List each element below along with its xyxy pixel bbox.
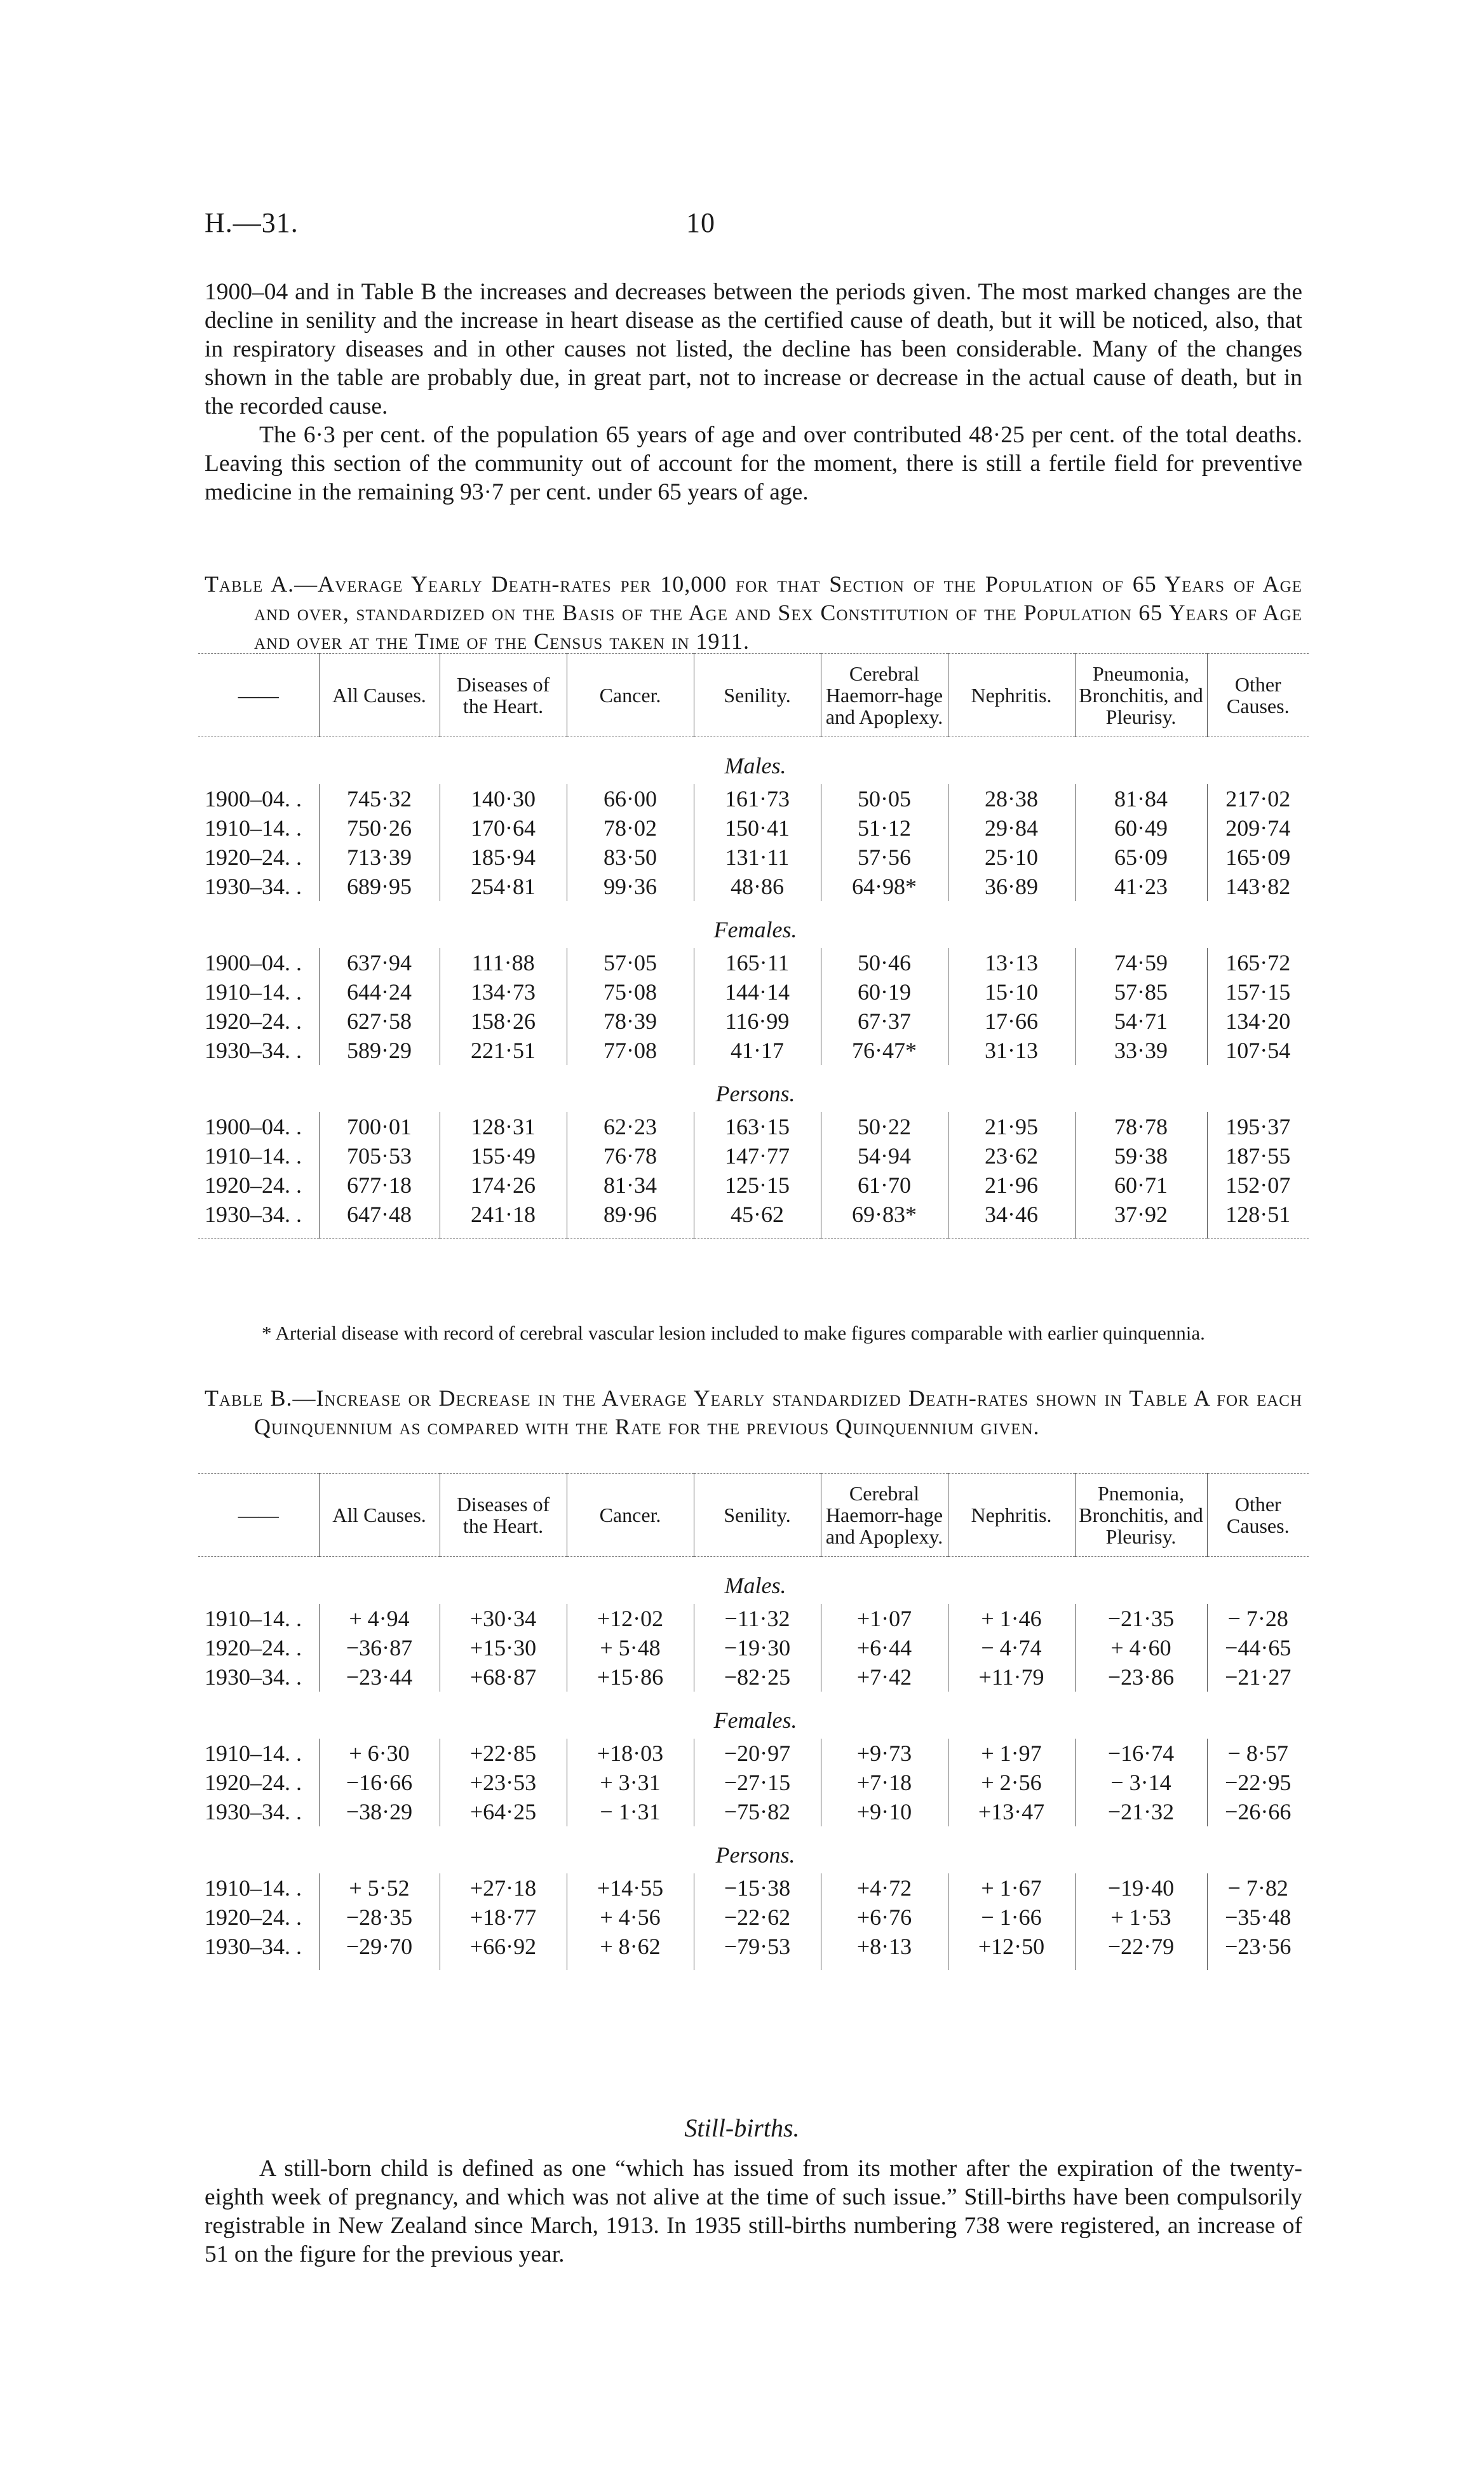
value-cell: +7·42 [821,1662,948,1692]
value-cell: + 1·67 [948,1873,1075,1903]
value-cell: 34·46 [948,1200,1075,1239]
value-cell: + 5·52 [319,1873,440,1903]
value-cell: + 3·31 [567,1768,694,1797]
value-cell: 64·98* [821,872,948,901]
value-cell: 41·17 [694,1036,821,1065]
value-cell: −11·32 [694,1604,821,1633]
section-label: Females. [713,1708,797,1733]
value-cell: −82·25 [694,1662,821,1692]
value-cell: 36·89 [948,872,1075,901]
value-cell: 13·13 [948,948,1075,977]
value-cell: 21·95 [948,1112,1075,1141]
table-a-col-header-4: Senility. [694,654,821,737]
value-cell: 67·37 [821,1007,948,1036]
table-row [198,1007,1309,1036]
value-cell: 713·39 [319,843,440,872]
table-a-header-row [198,654,1309,737]
value-cell: 116·99 [694,1007,821,1036]
value-cell: −21·35 [1075,1604,1207,1633]
table-b-col-header-7: Pnemonia, Bronchitis, and Pleurisy. [1075,1474,1207,1557]
value-cell: + 4·60 [1075,1633,1207,1662]
value-cell: −20·97 [694,1739,821,1768]
table-row [198,872,1309,901]
value-cell: 15·10 [948,977,1075,1007]
period-cell: 1930–34. . [205,1934,302,1959]
value-cell: 60·49 [1075,813,1207,843]
table-b [198,1473,1309,1970]
table-a-col-header-5: Cerebral Haemorr-hage and Apoplexy. [821,654,948,737]
value-cell: 83·50 [567,843,694,872]
value-cell: 57·85 [1075,977,1207,1007]
value-cell: +1·07 [821,1604,948,1633]
value-cell: −35·48 [1207,1903,1309,1932]
table-row [198,1739,1309,1768]
value-cell: 60·71 [1075,1171,1207,1200]
value-cell: −26·66 [1207,1797,1309,1826]
table-row [198,813,1309,843]
table-a-col-header-3: Cancer. [567,654,694,737]
value-cell: + 1·97 [948,1739,1075,1768]
value-cell: + 1·53 [1075,1903,1207,1932]
value-cell: −22·62 [694,1903,821,1932]
table-row [198,1112,1309,1141]
value-cell: 78·02 [567,813,694,843]
value-cell: 165·72 [1207,948,1309,977]
table-b-col-header-5: Cerebral Haemorr-hage and Apoplexy. [821,1474,948,1557]
period-cell: 1920–24. . [205,1008,302,1034]
footnote-text: * Arterial disease with record of cerebral vascular lesion included to make figures comparable with earlier quinquennia. [262,1322,1205,1344]
period-cell: 1910–14. . [205,815,302,841]
value-cell: 57·05 [567,948,694,977]
period-cell: 1920–24. . [205,1172,302,1198]
value-cell: −75·82 [694,1797,821,1826]
value-cell: −29·70 [319,1932,440,1970]
value-cell: −27·15 [694,1768,821,1797]
value-cell: 81·84 [1075,784,1207,813]
value-cell: −16·66 [319,1768,440,1797]
period-cell: 1930–34. . [205,874,302,899]
value-cell: +7·18 [821,1768,948,1797]
value-cell: 50·46 [821,948,948,977]
value-cell: +14·55 [567,1873,694,1903]
still-births-paragraph: A still-born child is defined as one “which has issued from its mother after the expiration of the twenty-eighth week of pregnancy, and which was not alive at the time of such issue.” Still-births have been compulsorily registrable in New Zealand since March, 1913. In 1935 still-births numbering 738 were registered, an increase of 51 on the figure for the previous year. [205,2156,1302,2267]
value-cell: 41·23 [1075,872,1207,901]
table-b-col-header-0: —— [238,1504,279,1526]
value-cell: 128·31 [440,1112,567,1141]
value-cell: −23·44 [319,1662,440,1692]
table-row [198,1662,1309,1692]
value-cell: − 7·28 [1207,1604,1309,1633]
table-row [198,948,1309,977]
value-cell: 700·01 [319,1112,440,1141]
period-cell: 1910–14. . [205,1606,302,1631]
value-cell: −15·38 [694,1873,821,1903]
value-cell: 165·11 [694,948,821,977]
value-cell: − 1·66 [948,1903,1075,1932]
value-cell: −23·56 [1207,1932,1309,1970]
period-cell: 1900–04. . [205,950,302,975]
table-b-caption: Table B.—Increase or Decrease in the Average Yearly standardized Death-rates shown in Table A for each Quinquennium as compared with the Rate for the previous Quinquennium given. [205,1385,1302,1439]
table-a-section-1 [198,901,1309,1065]
value-cell: 217·02 [1207,784,1309,813]
table-b-col-header-3: Cancer. [567,1474,694,1557]
value-cell: 647·48 [319,1200,440,1239]
value-cell: +13·47 [948,1797,1075,1826]
table-a-bottom-rule [198,1239,1309,1242]
value-cell: 78·39 [567,1007,694,1036]
value-cell: −22·79 [1075,1932,1207,1970]
value-cell: −22·95 [1207,1768,1309,1797]
value-cell: 241·18 [440,1200,567,1239]
value-cell: 143·82 [1207,872,1309,901]
page-number: 10 [686,207,715,238]
value-cell: 50·22 [821,1112,948,1141]
table-a-caption: Table A.—Average Yearly Death-rates per 10,000 for that Section of the Population of 65 Years of Age and over, standardized on the Basis of the Age and Sex Constitution of the Population 65 Years of Age and over at the Time of the Census taken in 1911. [205,571,1302,654]
period-cell: 1920–24. . [205,1635,302,1660]
value-cell: −44·65 [1207,1633,1309,1662]
table-a-footnote [205,1321,1302,1346]
value-cell: +23·53 [440,1768,567,1797]
value-cell: 62·23 [567,1112,694,1141]
period-cell: 1930–34. . [205,1664,302,1690]
value-cell: +9·73 [821,1739,948,1768]
period-cell: 1910–14. . [205,1143,302,1169]
section-label: Persons. [715,1842,795,1868]
table-row [198,1768,1309,1797]
value-cell: +6·76 [821,1903,948,1932]
value-cell: 128·51 [1207,1200,1309,1239]
value-cell: 89·96 [567,1200,694,1239]
table-row [198,1873,1309,1903]
value-cell: + 2·56 [948,1768,1075,1797]
value-cell: +18·77 [440,1903,567,1932]
value-cell: 111·88 [440,948,567,977]
value-cell: 48·86 [694,872,821,901]
table-b-col-header-4: Senility. [694,1474,821,1557]
value-cell: 54·94 [821,1141,948,1171]
value-cell: 144·14 [694,977,821,1007]
table-b-col-header-6: Nephritis. [948,1474,1075,1557]
value-cell: −28·35 [319,1903,440,1932]
value-cell: 140·30 [440,784,567,813]
value-cell: 81·34 [567,1171,694,1200]
value-cell: 17·66 [948,1007,1075,1036]
value-cell: 750·26 [319,813,440,843]
value-cell: +30·34 [440,1604,567,1633]
table-row [198,1604,1309,1633]
table-a-col-header-1: All Causes. [319,654,440,737]
value-cell: 76·47* [821,1036,948,1065]
value-cell: 77·08 [567,1036,694,1065]
value-cell: +22·85 [440,1739,567,1768]
value-cell: +9·10 [821,1797,948,1826]
intro-text [205,278,1302,506]
table-b-header-row [198,1474,1309,1557]
value-cell: 25·10 [948,843,1075,872]
value-cell: 745·32 [319,784,440,813]
value-cell: 125·15 [694,1171,821,1200]
value-cell: 161·73 [694,784,821,813]
value-cell: −19·40 [1075,1873,1207,1903]
value-cell: 21·96 [948,1171,1075,1200]
value-cell: 150·41 [694,813,821,843]
table-b-section-1 [198,1692,1309,1826]
value-cell: 75·08 [567,977,694,1007]
value-cell: 33·39 [1075,1036,1207,1065]
value-cell: 589·29 [319,1036,440,1065]
section-label: Males. [724,1573,786,1598]
period-cell: 1920–24. . [205,1770,302,1795]
table-b-section-2 [198,1826,1309,1970]
value-cell: 157·15 [1207,977,1309,1007]
value-cell: −16·74 [1075,1739,1207,1768]
value-cell: 221·51 [440,1036,567,1065]
value-cell: 185·94 [440,843,567,872]
value-cell: 45·62 [694,1200,821,1239]
table-a-col-header-7: Pneumonia, Bronchitis, and Pleurisy. [1075,654,1207,737]
value-cell: 50·05 [821,784,948,813]
table-b-col-header-8: Other Causes. [1207,1474,1309,1557]
value-cell: 170·64 [440,813,567,843]
table-row [198,784,1309,813]
section-label: Persons. [715,1081,795,1106]
value-cell: 677·18 [319,1171,440,1200]
table-a-col-header-6: Nephritis. [948,654,1075,737]
value-cell: 78·78 [1075,1112,1207,1141]
value-cell: −36·87 [319,1633,440,1662]
table-a-col-header-0: —— [238,684,279,707]
value-cell: 147·77 [694,1141,821,1171]
value-cell: 689·95 [319,872,440,901]
value-cell: +64·25 [440,1797,567,1826]
value-cell: 37·92 [1075,1200,1207,1239]
value-cell: 60·19 [821,977,948,1007]
value-cell: + 8·62 [567,1932,694,1970]
table-a-col-header-2: Diseases of the Heart. [440,654,567,737]
value-cell: 163·15 [694,1112,821,1141]
value-cell: 158·26 [440,1007,567,1036]
value-cell: 31·13 [948,1036,1075,1065]
value-cell: 65·09 [1075,843,1207,872]
table-b-col-header-1: All Causes. [319,1474,440,1557]
value-cell: 66·00 [567,784,694,813]
value-cell: 195·37 [1207,1112,1309,1141]
value-cell: 59·38 [1075,1141,1207,1171]
table-row [198,1171,1309,1200]
value-cell: +15·86 [567,1662,694,1692]
table-row [198,1633,1309,1662]
value-cell: − 1·31 [567,1797,694,1826]
value-cell: 76·78 [567,1141,694,1171]
table-row [198,843,1309,872]
value-cell: 165·09 [1207,843,1309,872]
value-cell: + 6·30 [319,1739,440,1768]
period-cell: 1910–14. . [205,1741,302,1766]
table-a-section-0 [198,737,1309,902]
still-births-heading: Still-births. [684,2114,800,2142]
value-cell: 627·58 [319,1007,440,1036]
period-cell: 1900–04. . [205,786,302,811]
value-cell: 54·71 [1075,1007,1207,1036]
value-cell: − 7·82 [1207,1873,1309,1903]
value-cell: −21·27 [1207,1662,1309,1692]
value-cell: +4·72 [821,1873,948,1903]
table-row [198,1932,1309,1970]
table-a-section-2 [198,1065,1309,1239]
value-cell: − 4·74 [948,1633,1075,1662]
value-cell: +11·79 [948,1662,1075,1692]
value-cell: +27·18 [440,1873,567,1903]
value-cell: −79·53 [694,1932,821,1970]
value-cell: 209·74 [1207,813,1309,843]
value-cell: 107·54 [1207,1036,1309,1065]
table-row [198,1036,1309,1065]
intro-paragraph-2: The 6·3 per cent. of the population 65 years of age and over contributed 48·25 per cent. of the total deaths. Leaving this section of the community out of account for the moment, there is still a fertile field for preventive medicine in the remaining 93·7 per cent. under 65 years of age. [205,422,1302,505]
value-cell: 61·70 [821,1171,948,1200]
value-cell: 187·55 [1207,1141,1309,1171]
value-cell: 644·24 [319,977,440,1007]
intro-paragraph-1: 1900–04 and in Table B the increases and decreases between the periods given. The most marked changes are the decline in senility and the increase in heart disease as the certified cause of death, but it will be noticed, also, that in respiratory diseases and in other causes not listed, the decline has been considerable. Many of the changes shown in the table are probably due, in great part, not to increase or decrease in the actual cause of death, but in the recorded cause. [205,279,1302,419]
value-cell: 155·49 [440,1141,567,1171]
table-a-col-header-8: Other Causes. [1207,654,1309,737]
value-cell: +15·30 [440,1633,567,1662]
period-cell: 1900–04. . [205,1114,302,1139]
value-cell: −38·29 [319,1797,440,1826]
value-cell: −19·30 [694,1633,821,1662]
value-cell: 51·12 [821,813,948,843]
value-cell: + 5·48 [567,1633,694,1662]
value-cell: +68·87 [440,1662,567,1692]
value-cell: 705·53 [319,1141,440,1171]
value-cell: 69·83* [821,1200,948,1239]
still-births-text [205,2154,1302,2269]
value-cell: 152·07 [1207,1171,1309,1200]
value-cell: +18·03 [567,1739,694,1768]
value-cell: +6·44 [821,1633,948,1662]
value-cell: +8·13 [821,1932,948,1970]
value-cell: + 4·94 [319,1604,440,1633]
value-cell: +66·92 [440,1932,567,1970]
value-cell: 28·38 [948,784,1075,813]
value-cell: −23·86 [1075,1662,1207,1692]
value-cell: 254·81 [440,872,567,901]
table-row [198,977,1309,1007]
value-cell: +12·50 [948,1932,1075,1970]
table-row [198,1797,1309,1826]
value-cell: 57·56 [821,843,948,872]
value-cell: 29·84 [948,813,1075,843]
period-cell: 1930–34. . [205,1202,302,1227]
period-cell: 1920–24. . [205,1905,302,1930]
period-cell: 1930–34. . [205,1799,302,1824]
value-cell: 131·11 [694,843,821,872]
table-b-section-0 [198,1557,1309,1692]
value-cell: −21·32 [1075,1797,1207,1826]
section-label: Males. [724,753,786,778]
value-cell: 637·94 [319,948,440,977]
period-cell: 1920–24. . [205,845,302,870]
table-b-col-header-2: Diseases of the Heart. [440,1474,567,1557]
page-header-code: H.—31. [205,207,299,238]
period-cell: 1910–14. . [205,979,302,1005]
table-row [198,1200,1309,1239]
value-cell: 174·26 [440,1171,567,1200]
value-cell: + 1·46 [948,1604,1075,1633]
value-cell: 74·59 [1075,948,1207,977]
section-label: Females. [713,917,797,942]
value-cell: − 8·57 [1207,1739,1309,1768]
value-cell: 134·20 [1207,1007,1309,1036]
period-cell: 1910–14. . [205,1875,302,1901]
value-cell: − 3·14 [1075,1768,1207,1797]
table-row [198,1903,1309,1932]
value-cell: 23·62 [948,1141,1075,1171]
value-cell: +12·02 [567,1604,694,1633]
value-cell: 134·73 [440,977,567,1007]
period-cell: 1930–34. . [205,1038,302,1063]
value-cell: + 4·56 [567,1903,694,1932]
value-cell: 99·36 [567,872,694,901]
table-row [198,1141,1309,1171]
table-a [198,653,1309,1241]
